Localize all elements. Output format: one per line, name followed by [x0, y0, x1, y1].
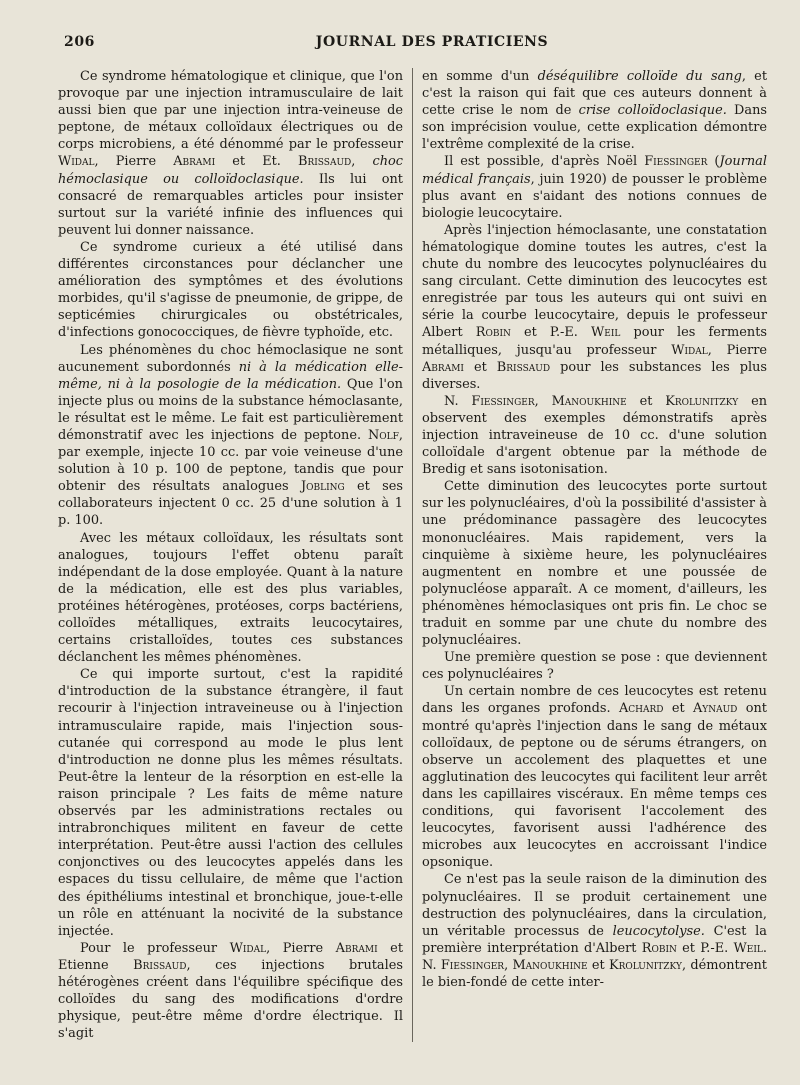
paragraph: Ce syndrome hématologique et clinique, que l'on provoque par une injection intramusculaire de lait aussi bien que par une injection intra-veineuse de peptone, de métaux colloïdaux électriques ou de corps microbiens, a été dénommé par le professeur Widal, Pierre Abrami et Et. Brissaud, choc hémoclasique ou colloïdoclasique. Ils lui ont consacré de remarquables articles pour insister surtout sur la variété infinie des influences qui peuvent lui donner naissance. [58, 69, 403, 238]
paragraph: en somme d'un déséquilibre colloïde du sang, et c'est la raison qui fait que ces auteurs donnent à cette crise le nom de crise colloïdoclasique. Dans son imprécision voulue, cette explication démontre l'extrême complexité de la crise. [422, 69, 767, 153]
paragraph: Ce n'est pas la seule raison de la diminution des polynucléaires. Il se produit certainement une destruction des polynucléaires, dans la circulation, un véritable processus de leucocytolyse. C'est la première interprétation d'Albert Robin et P.-E. Weil. N. Fiessinger, Manoukhine et Krolunitzky, démontrent le bien-fondé de cette inter- [422, 872, 767, 990]
paragraph: N. Fiessinger, Manoukhine et Krolunitzky en observent des exemples démonstratifs après injection intraveineuse de 10 cc. d'une solution colloïdale d'argent obtenue par la méthode de Bredig et sans isotonisation. [422, 393, 768, 478]
left-column [58, 68, 412, 1042]
paragraph: Il est possible, d'après Noël Fiessinger (Journal médical français, juin 1920) de pousser le problème plus avant en s'aidant des notions connues de biologie leucocytaire. [422, 154, 767, 221]
page-number: 206 [64, 34, 96, 50]
article-columns [58, 68, 786, 1042]
paragraph: Après l'injection hémoclasante, une constatation hématologique domine toutes les autres, c'est la chute du nombre des leucocytes polynucléaires du sang circulant. Cette diminution des leucocytes est enregistrée par tous les auteurs qui ont suivi en série la courbe leucocytaire, depuis le professeur Albert Robin et P.-E. Weil pour les ferments métalliques, jusqu'au professeur Widal, Pierre Abrami et Brissaud pour les substances les plus diverses. [422, 222, 767, 392]
paragraph: Les phénomènes du choc hémoclasique ne sont aucunement subordonnés ni à la médication elle-même, ni à la posologie de la médication. Que l'on injecte plus ou moins de la substance hémoclasante, le résultat est le même. Le fait est particulièrement démonstratif avec les injections de peptone. Nolf, par exemple, injecte 10 cc. par voie veineuse d'une solution à 10 p. 100 de peptone, tandis que pour obtenir des résultats analogues Jobling et ses collaborateurs injectent 0 cc. 25 d'une solution à 1 p. 100. [58, 342, 403, 529]
paragraph: Ce qui importe surtout, c'est la rapidité d'introduction de la substance étrangère, il faut recourir à l'injection intraveineuse ou à l'injection intramusculaire rapide, mais l'injection sous-cutanée qui correspond au mode le plus lent d'introduction ne donne plus les mêmes résultats. Peut-être la lenteur de la résorption en est-elle la raison principale ? Les faits de même nature observés par les administrations rectales ou intrabronchiques militent en faveur de cette interprétation. Peut-être aussi l'action des cellules conjonctives ou des leucocytes appelés dans les espaces du tissu cellulaire, de même que l'action des épithéliums intestinal et bronchique, joue-t-elle un rôle en atténuant la nocivité de la substance injectée. [58, 667, 403, 939]
paragraph: Pour le professeur Widal, Pierre Abrami et Etienne Brissaud, ces injections brutales hétérogènes créent dans l'équilibre spécifique des colloïdes du sang des modifications d'ordre physique, peut-être même d'ordre électrique. Il s'agit [58, 940, 403, 1042]
right-column [412, 68, 767, 1042]
paragraph: Un certain nombre de ces leucocytes est retenu dans les organes profonds. Achard et Aynaud ont montré qu'après l'injection dans le sang de métaux colloïdaux, de peptone ou de sérums étrangers, on observe un accolement des plaquettes et une agglutination des leucocytes qui facilitent leur arrêt dans les capillaires viscéraux. En même temps ces conditions, qui favorisent l'accolement des leucocytes, favorisent aussi l'adhérence des microbes aux leucocytes en accroissant l'indice opsonique. [422, 684, 767, 871]
page-header [58, 34, 786, 54]
paragraph: Avec les métaux colloïdaux, les résultats sont analogues, toujours l'effet obtenu paraît indépendant de la dose employée. Quant à la nature de la médication, elle est des plus variables, protéines hétérogènes, protéoses, corps bactériens, colloïdes métalliques, extraits leucocytaires, certains cristalloïdes, toutes ces substances déclanchent les mêmes phénomènes. [58, 530, 403, 666]
paragraph: Cette diminution des leucocytes porte surtout sur les polynucléaires, d'où la possibilité d'assister à une prédominance passagère des leucocytes mononucléaires. Mais rapidement, vers la cinquième à sixième heure, les polynucléaires augmentent en nombre et une poussée de polynucléose apparaît. A ce moment, d'ailleurs, les phénomènes hémoclasiques ont pris fin. Le choc se traduit en somme par une chute du nombre des polynucléaires. [422, 479, 767, 649]
paragraph: Ce syndrome curieux a été utilisé dans différentes circonstances pour déclancher une amélioration des symptômes et des évolutions morbides, qu'il s'agisse de pneumonie, de grippe, de septicémies chirurgicales ou obstétricales, d'infections gonococciques, de fièvre typhoïde, etc. [58, 239, 403, 341]
journal-title: JOURNAL DES PRATICIENS [315, 34, 549, 50]
paragraph: Une première question se pose : que deviennent ces polynucléaires ? [422, 650, 767, 683]
